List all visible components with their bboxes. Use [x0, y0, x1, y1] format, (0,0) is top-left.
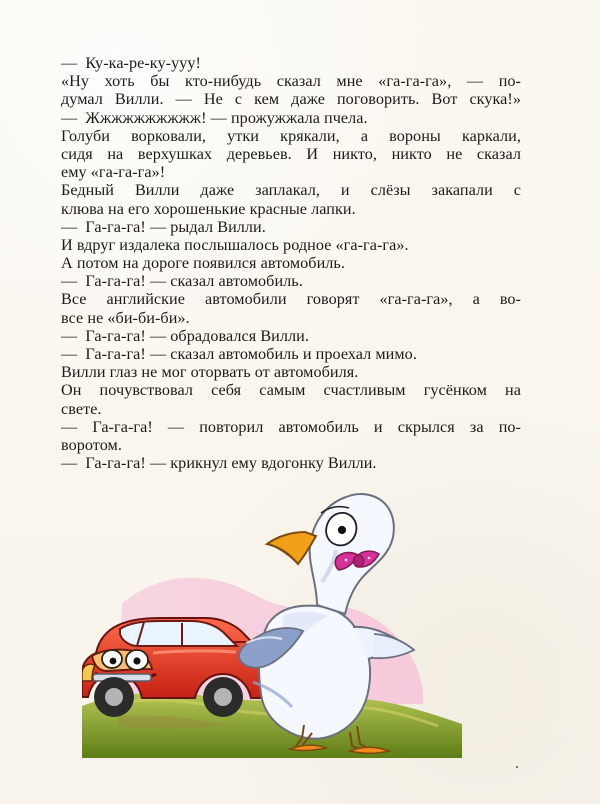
illustration-svg — [82, 478, 462, 758]
story-line: Вилли глаз не мог оторвать от автомобиля. — [61, 363, 359, 382]
story-line: — Га-га-га! — крикнул ему вдогонку Вилли. — [61, 454, 377, 473]
story-line: воротом. — [61, 435, 122, 454]
story-line: свете. — [61, 399, 102, 418]
story-line: — Га-га-га! — рыдал Вилли. — [61, 217, 266, 236]
story-line: Голуби ворковали, утки крякали, а вороны каркали, — [61, 126, 521, 145]
story-line: — Жжжжжжжжжж! — прожужжала пчела. — [61, 108, 368, 127]
story-line: А потом на дороге появился автомобиль. — [61, 254, 345, 273]
story-line: — Га-га-га! — обрадовался Вилли. — [61, 326, 309, 345]
page-mark — [516, 766, 518, 768]
story-line: — Га-га-га! — сказал автомобиль и проехал мимо. — [61, 345, 417, 363]
goose-car-illustration — [82, 478, 462, 758]
story-line: сидя на верхушках деревьев. И никто, никто не сказал — [61, 144, 521, 163]
story-text — [61, 54, 521, 472]
story-line: думал Вилли. — Не с кем даже поговорить. Вот скука!» — [61, 90, 521, 109]
story-line: — Га-га-га! — повторил автомобиль и скрылся за по- — [61, 417, 521, 436]
story-line: «Ну хоть бы кто-нибудь сказал мне «га-га-га», — по- — [61, 72, 521, 91]
story-line: клюва на его хорошенькие красные лапки. — [61, 199, 356, 218]
story-line: Он почувствовал себя самым счастливым гусёнком на — [61, 381, 521, 400]
story-line: — Ку-ка-ре-ку-ууу! — [61, 54, 201, 72]
story-line: ему «га-га-га»! — [61, 163, 166, 182]
story-line: Бедный Вилли даже заплакал, и слёзы закапали с — [61, 181, 521, 200]
story-line: — Га-га-га! — сказал автомобиль. — [61, 272, 303, 291]
story-line: все не «би-би-би». — [61, 308, 190, 327]
story-line: Все английские автомобили говорят «га-га-га», а во- — [61, 290, 521, 309]
story-line: И вдруг издалека послышалось родное «га-га-га». — [61, 235, 409, 254]
